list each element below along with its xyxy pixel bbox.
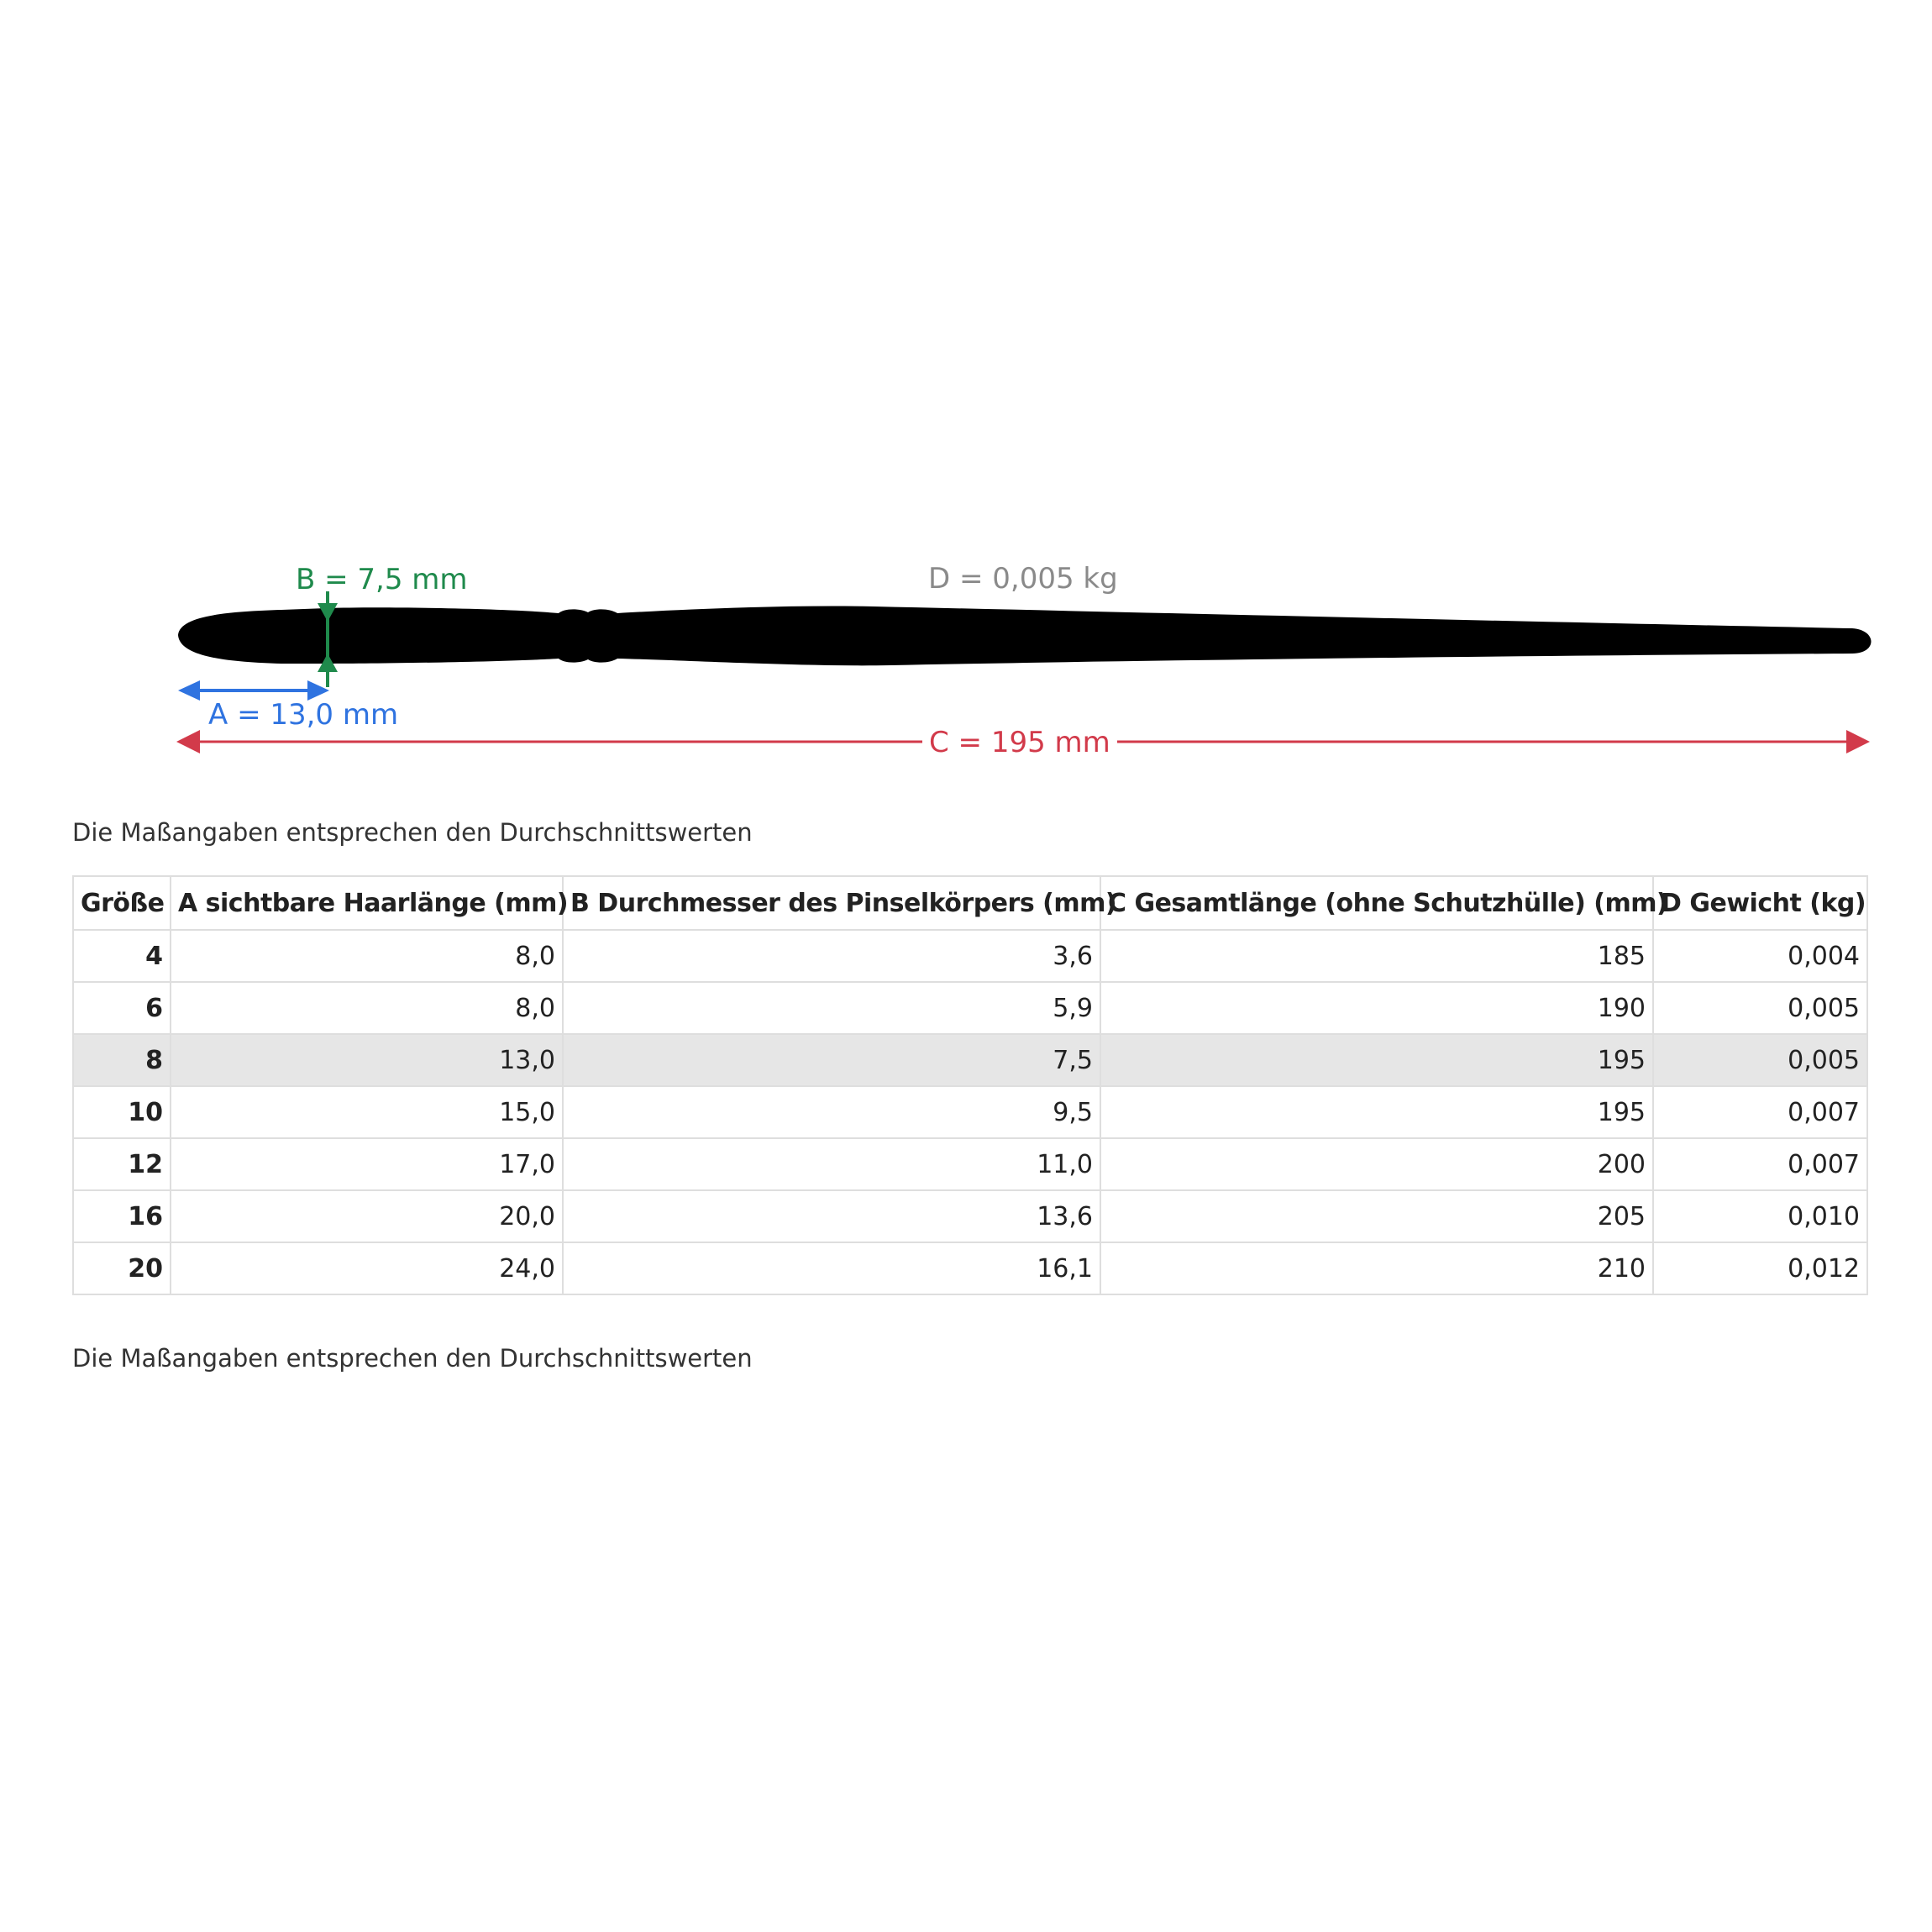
cell-total-length: 210 [1100,1242,1653,1294]
cell-size: 20 [73,1242,171,1294]
cell-diameter: 5,9 [563,982,1100,1034]
cell-weight: 0,005 [1653,1034,1867,1086]
table-row [73,1242,1867,1294]
brush-silhouette [178,606,1872,666]
table-row [73,1138,1867,1190]
cell-diameter: 7,5 [563,1034,1100,1086]
cell-hair-length: 24,0 [171,1242,563,1294]
header-weight: D Gewicht (kg) [1653,876,1867,930]
dimension-c [176,726,1870,759]
table-row [73,982,1867,1034]
header-hair-length: A sichtbare Haarlänge (mm) [171,876,563,930]
cell-size: 10 [73,1086,171,1138]
cell-total-length: 195 [1100,1086,1653,1138]
dimension-a [178,680,398,732]
cell-total-length: 185 [1100,930,1653,982]
table-row [73,1190,1867,1242]
table-header-row [73,876,1867,930]
cell-diameter: 16,1 [563,1242,1100,1294]
cell-weight: 0,007 [1653,1138,1867,1190]
table-row [73,1086,1867,1138]
cell-diameter: 3,6 [563,930,1100,982]
header-diameter: B Durchmesser des Pinselkörpers (mm) [563,876,1100,930]
brush-dimension-diagram [0,0,1932,806]
size-table [72,875,1868,1295]
average-values-note-bottom: Die Maßangaben entsprechen den Durchschnittswerten [72,1344,753,1373]
cell-size: 12 [73,1138,171,1190]
cell-weight: 0,010 [1653,1190,1867,1242]
cell-size: 8 [73,1034,171,1086]
cell-weight: 0,005 [1653,982,1867,1034]
header-size: Größe [73,876,171,930]
cell-hair-length: 8,0 [171,982,563,1034]
cell-size: 16 [73,1190,171,1242]
table-row-highlighted [73,1034,1867,1086]
label-c: C = 195 mm [929,726,1110,759]
cell-size: 6 [73,982,171,1034]
cell-hair-length: 8,0 [171,930,563,982]
average-values-note-top: Die Maßangaben entsprechen den Durchschnittswerten [72,818,753,847]
cell-hair-length: 13,0 [171,1034,563,1086]
table-row [73,930,1867,982]
cell-hair-length: 15,0 [171,1086,563,1138]
cell-diameter: 9,5 [563,1086,1100,1138]
cell-diameter: 11,0 [563,1138,1100,1190]
cell-weight: 0,004 [1653,930,1867,982]
label-d: D = 0,005 kg [928,562,1118,596]
cell-total-length: 200 [1100,1138,1653,1190]
cell-weight: 0,007 [1653,1086,1867,1138]
cell-diameter: 13,6 [563,1190,1100,1242]
cell-total-length: 195 [1100,1034,1653,1086]
label-a: A = 13,0 mm [208,698,399,732]
cell-hair-length: 17,0 [171,1138,563,1190]
label-b: B = 7,5 mm [296,563,468,596]
cell-total-length: 205 [1100,1190,1653,1242]
cell-size: 4 [73,930,171,982]
cell-total-length: 190 [1100,982,1653,1034]
cell-weight: 0,012 [1653,1242,1867,1294]
cell-hair-length: 20,0 [171,1190,563,1242]
header-total-length: C Gesamtlänge (ohne Schutzhülle) (mm) [1100,876,1653,930]
